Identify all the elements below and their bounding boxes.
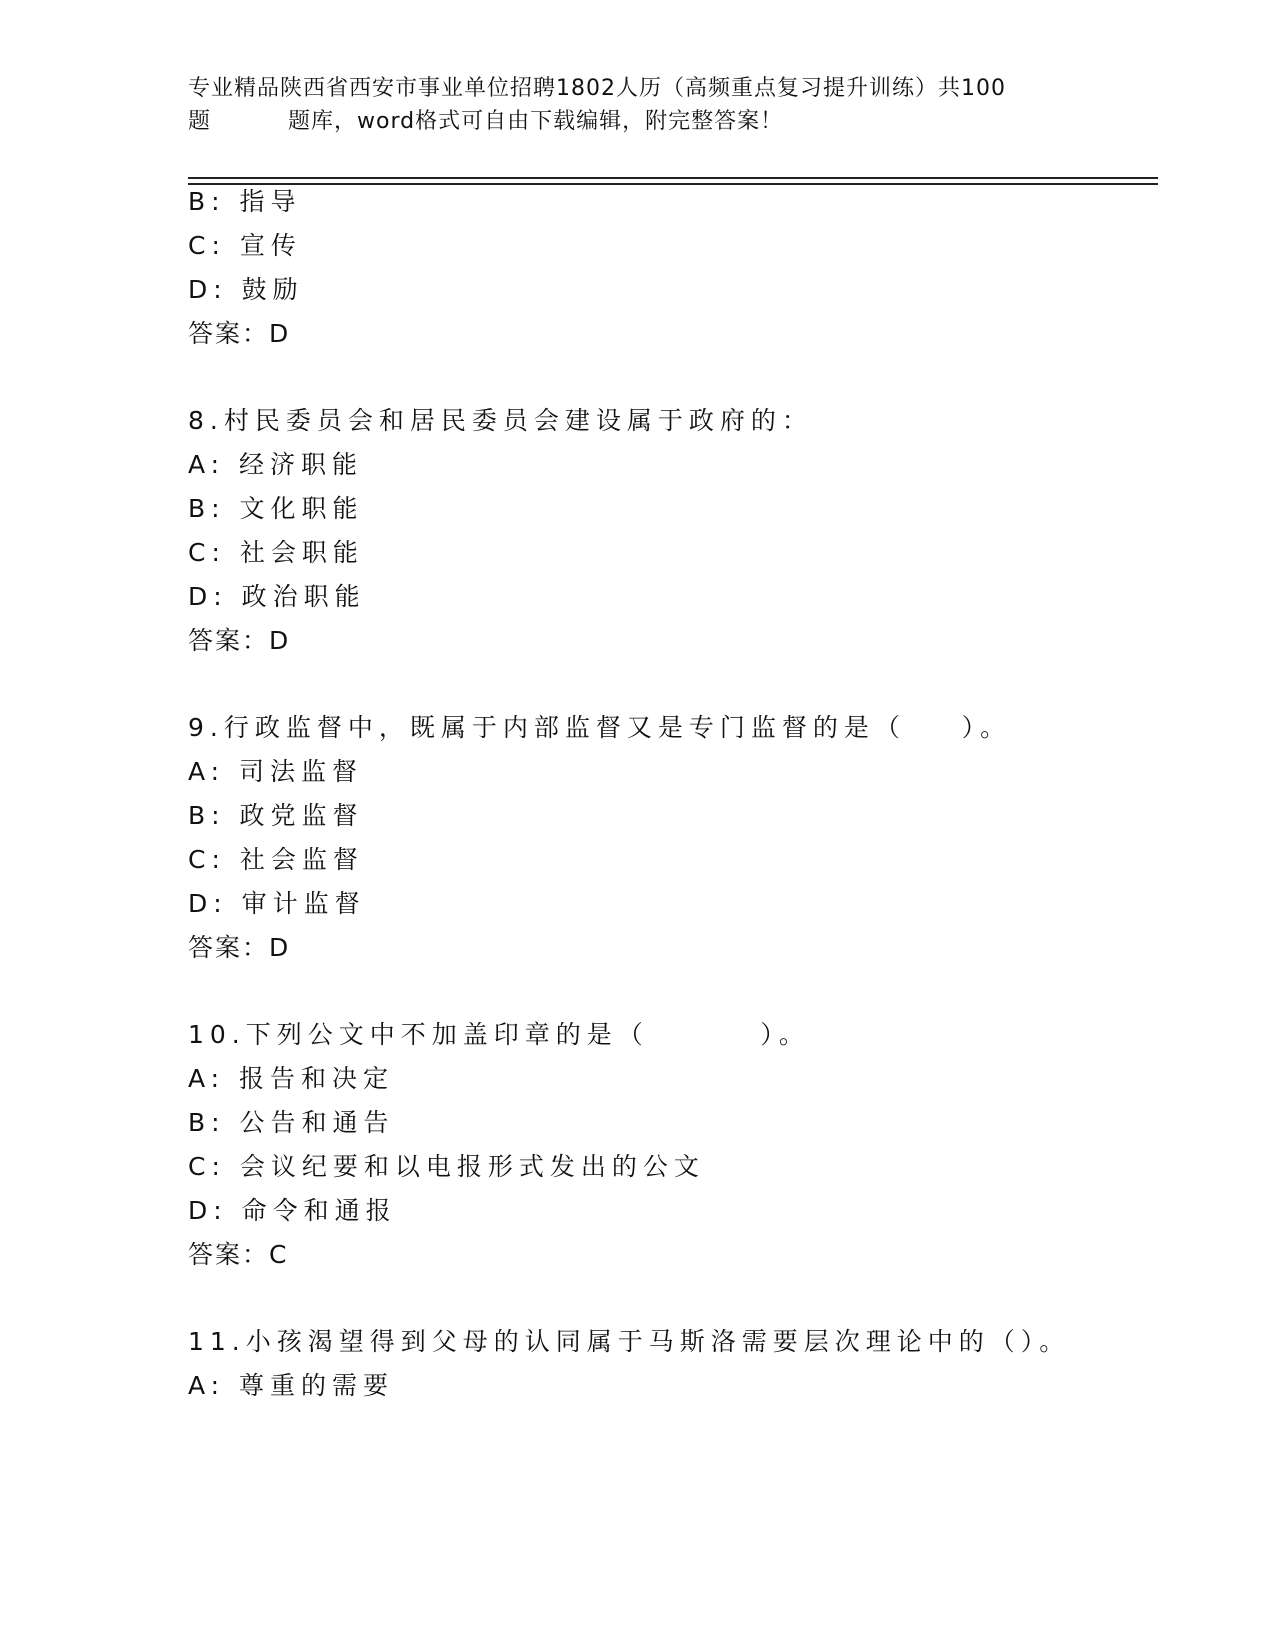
header-line-2-rest: 题库，word格式可自由下载编辑，附完整答案！ <box>288 109 784 134</box>
header-title-line-2 <box>188 105 1088 138</box>
q8-option-b: B: 文化职能 <box>188 494 364 523</box>
header-line-2-lead: 题 <box>188 109 212 134</box>
q9-option-d: D: 审计监督 <box>188 889 366 918</box>
q9-option-b: B: 政党监督 <box>188 801 364 830</box>
q8-question: 8.村民委员会和居民委员会建设属于政府的： <box>188 406 813 435</box>
q8-answer: 答案：D <box>188 626 291 655</box>
q8-option-a: A: 经济职能 <box>188 450 364 479</box>
q8-option-d: D: 政治职能 <box>188 582 366 611</box>
q7-option-c: C: 宣传 <box>188 231 302 260</box>
q11-question: 11.小孩渴望得到父母的认同属于马斯洛需要层次理论中的（）。 <box>188 1327 1071 1356</box>
header-divider-bottom <box>188 183 1158 185</box>
q7-answer: 答案：D <box>188 319 291 348</box>
q10-option-c: C: 会议纪要和以电报形式发出的公文 <box>188 1152 705 1181</box>
document-header <box>188 72 1088 138</box>
q9-option-c: C: 社会监督 <box>188 845 364 874</box>
q7-option-b: B: 指导 <box>188 187 302 216</box>
q9-question: 9.行政监督中，既属于内部监督又是专门监督的是（ ）。 <box>188 713 1012 742</box>
q10-question: 10.下列公文中不加盖印章的是（ ）。 <box>188 1020 810 1049</box>
q10-answer: 答案：C <box>188 1240 289 1269</box>
q11-option-a: A: 尊重的需要 <box>188 1371 395 1400</box>
q7-option-d: D: 鼓励 <box>188 275 304 304</box>
header-title-line-1: 专业精品陕西省西安市事业单位招聘1802人历（高频重点复习提升训练）共100 <box>188 76 1006 101</box>
q8-option-c: C: 社会职能 <box>188 538 364 567</box>
q10-option-b: B: 公告和通告 <box>188 1108 395 1137</box>
header-divider-top <box>188 177 1158 179</box>
q10-option-a: A: 报告和决定 <box>188 1064 395 1093</box>
q9-answer: 答案：D <box>188 933 291 962</box>
q9-option-a: A: 司法监督 <box>188 757 364 786</box>
q10-option-d: D: 命令和通报 <box>188 1196 397 1225</box>
